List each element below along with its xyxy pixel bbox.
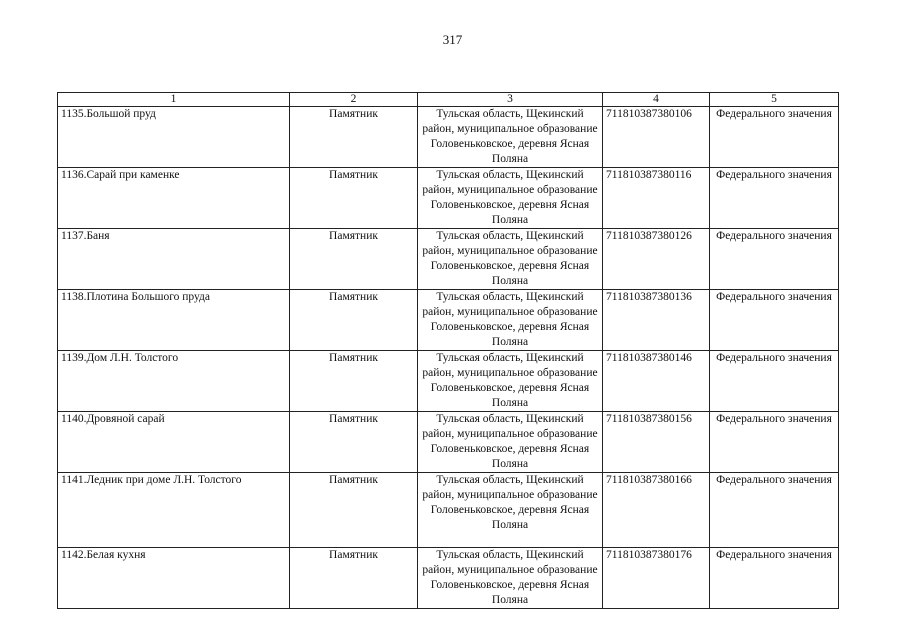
object-address: Тульская область, Щекинский район, муниципальное образование Головеньковское, деревня Ясная Поляна: [418, 168, 603, 229]
significance-status: Федерального значения: [710, 290, 839, 351]
registry-code: 711810387380136: [603, 290, 710, 351]
significance-status: Федерального значения: [710, 412, 839, 473]
column-header-2: 2: [290, 93, 418, 107]
header-row: [58, 93, 839, 107]
significance-status: Федерального значения: [710, 473, 839, 548]
object-name: 1141.Ледник при доме Л.Н. Толстого: [58, 473, 290, 548]
object-address: Тульская область, Щекинский район, муниципальное образование Головеньковское, деревня Ясная Поляна: [418, 548, 603, 609]
column-header-3: 3: [418, 93, 603, 107]
registry-code: 711810387380146: [603, 351, 710, 412]
significance-status: Федерального значения: [710, 351, 839, 412]
table-row: [58, 412, 839, 473]
object-address: Тульская область, Щекинский район, муниципальное образование Головеньковское, деревня Ясная Поляна: [418, 473, 603, 548]
table-row: [58, 548, 839, 609]
table-row: [58, 290, 839, 351]
column-header-5: 5: [710, 93, 839, 107]
object-name: 1142.Белая кухня: [58, 548, 290, 609]
object-name: 1138.Плотина Большого пруда: [58, 290, 290, 351]
object-address: Тульская область, Щекинский район, муниципальное образование Головеньковское, деревня Ясная Поляна: [418, 290, 603, 351]
object-type: Памятник: [290, 351, 418, 412]
object-type: Памятник: [290, 473, 418, 548]
registry-code: 711810387380166: [603, 473, 710, 548]
object-type: Памятник: [290, 548, 418, 609]
registry-code: 711810387380116: [603, 168, 710, 229]
column-header-4: 4: [603, 93, 710, 107]
significance-status: Федерального значения: [710, 229, 839, 290]
object-address: Тульская область, Щекинский район, муниципальное образование Головеньковское, деревня Ясная Поляна: [418, 412, 603, 473]
registry-code: 711810387380106: [603, 107, 710, 168]
significance-status: Федерального значения: [710, 548, 839, 609]
object-type: Памятник: [290, 229, 418, 290]
table-row: [58, 473, 839, 548]
table-row: [58, 229, 839, 290]
object-type: Памятник: [290, 290, 418, 351]
object-name: 1140.Дровяной сарай: [58, 412, 290, 473]
page-number: 317: [442, 32, 463, 47]
registry-code: 711810387380126: [603, 229, 710, 290]
table-row: [58, 168, 839, 229]
object-address: Тульская область, Щекинский район, муниципальное образование Головеньковское, деревня Ясная Поляна: [418, 107, 603, 168]
object-name: 1139.Дом Л.Н. Толстого: [58, 351, 290, 412]
heritage-registry-table: [57, 92, 839, 609]
significance-status: Федерального значения: [710, 168, 839, 229]
object-name: 1136.Сарай при каменке: [58, 168, 290, 229]
significance-status: Федерального значения: [710, 107, 839, 168]
object-type: Памятник: [290, 168, 418, 229]
object-address: Тульская область, Щекинский район, муниципальное образование Головеньковское, деревня Ясная Поляна: [418, 229, 603, 290]
registry-code: 711810387380156: [603, 412, 710, 473]
table-row: [58, 351, 839, 412]
table-row: [58, 107, 839, 168]
object-name: 1135.Большой пруд: [58, 107, 290, 168]
column-header-1: 1: [58, 93, 290, 107]
object-name: 1137.Баня: [58, 229, 290, 290]
object-type: Памятник: [290, 107, 418, 168]
object-type: Памятник: [290, 412, 418, 473]
registry-code: 711810387380176: [603, 548, 710, 609]
object-address: Тульская область, Щекинский район, муниципальное образование Головеньковское, деревня Ясная Поляна: [418, 351, 603, 412]
